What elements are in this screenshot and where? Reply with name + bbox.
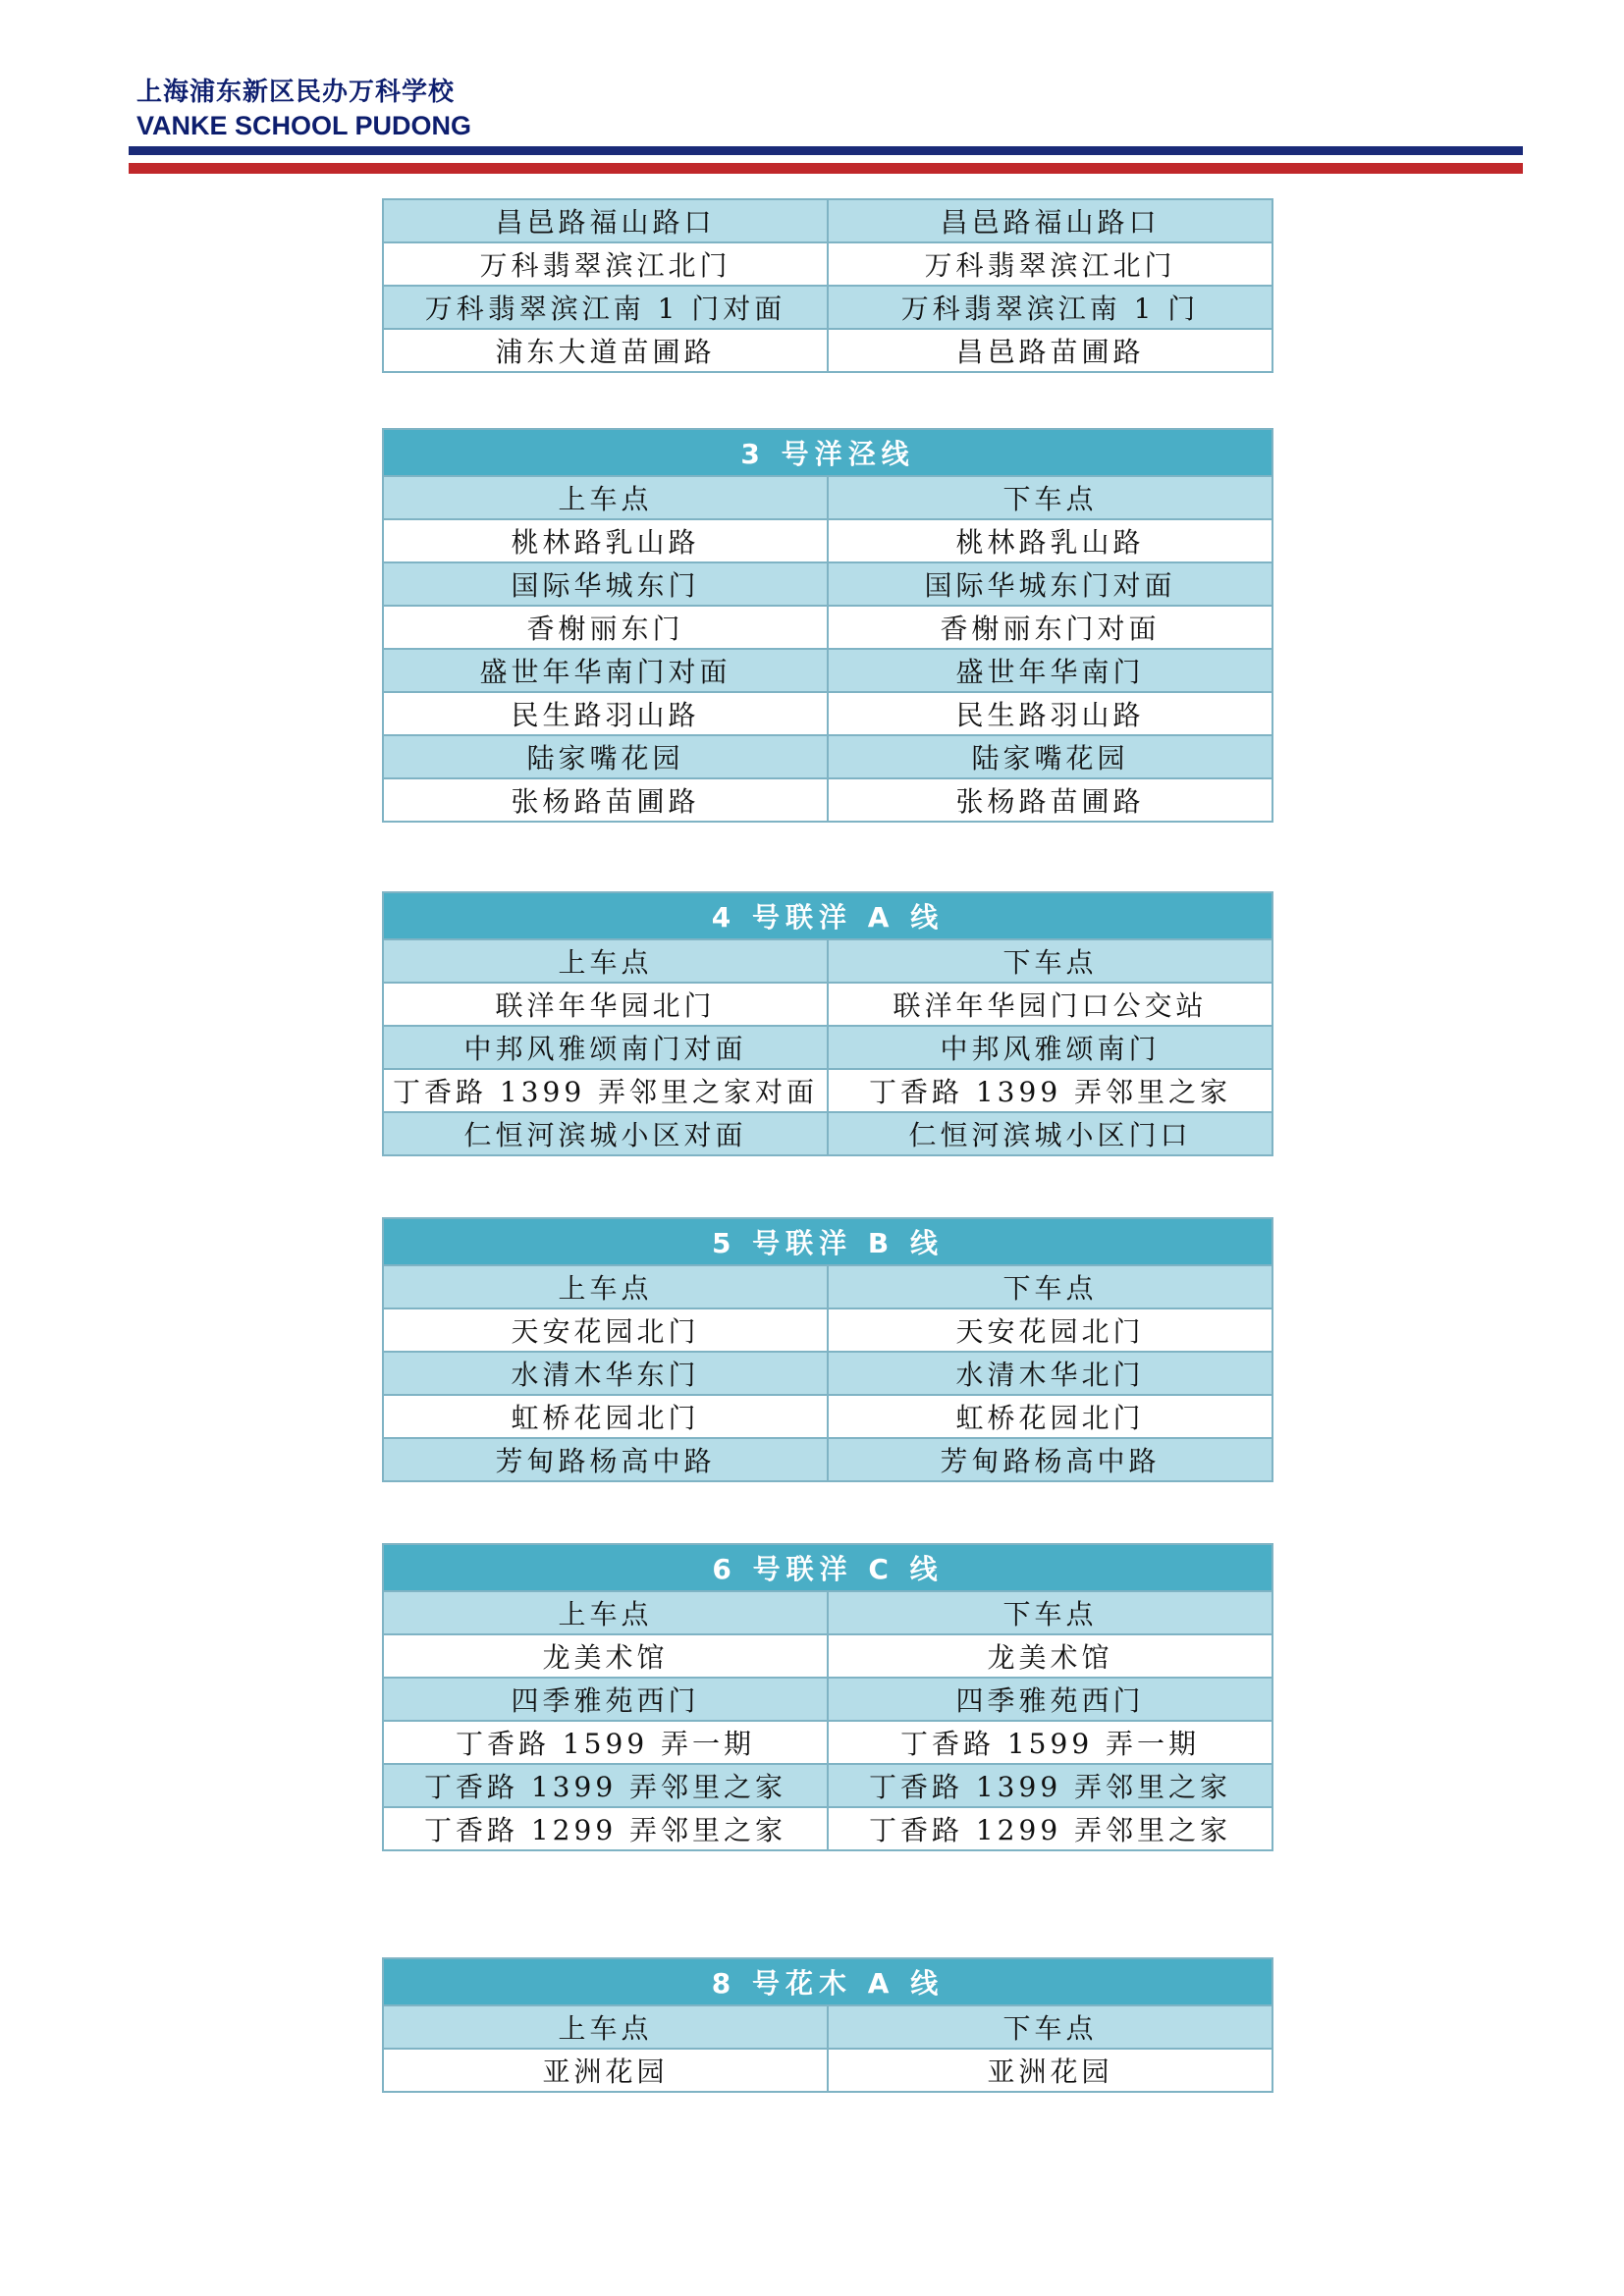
table-row xyxy=(383,1764,1272,1807)
alighting-stop: 丁香路 1299 弄邻里之家 xyxy=(828,1807,1272,1850)
route-title: 3 号洋泾线 xyxy=(383,429,1272,476)
school-name-en: VANKE SCHOOL PUDONG xyxy=(136,111,472,140)
table-row xyxy=(383,1721,1272,1764)
alighting-stop: 中邦风雅颂南门 xyxy=(828,1026,1272,1069)
boarding-stop: 虹桥花园北门 xyxy=(383,1395,828,1438)
boarding-stop: 仁恒河滨城小区对面 xyxy=(383,1112,828,1155)
alighting-stop: 天安花园北门 xyxy=(828,1308,1272,1352)
table-row xyxy=(383,1634,1272,1678)
boarding-stop: 香榭丽东门 xyxy=(383,606,828,649)
route-title: 6 号联洋 C 线 xyxy=(383,1544,1272,1591)
boarding-stop: 四季雅苑西门 xyxy=(383,1678,828,1721)
route-title: 8 号花木 A 线 xyxy=(383,1958,1272,2005)
boarding-stop: 国际华城东门 xyxy=(383,562,828,606)
alighting-stop: 国际华城东门对面 xyxy=(828,562,1272,606)
alighting-stop: 昌邑路苗圃路 xyxy=(828,329,1272,372)
route-table-5 xyxy=(382,1217,1273,1482)
boarding-stop: 水清木华东门 xyxy=(383,1352,828,1395)
boarding-stop: 丁香路 1599 弄一期 xyxy=(383,1721,828,1764)
alighting-stop: 万科翡翠滨江南 1 门 xyxy=(828,286,1272,329)
alighting-stop: 盛世年华南门 xyxy=(828,649,1272,692)
column-header-boarding: 上车点 xyxy=(383,1591,828,1634)
table-row xyxy=(383,735,1272,778)
column-header-alighting: 下车点 xyxy=(828,476,1272,519)
boarding-stop: 中邦风雅颂南门对面 xyxy=(383,1026,828,1069)
school-header xyxy=(136,77,471,141)
boarding-stop: 亚洲花园 xyxy=(383,2049,828,2092)
column-header-boarding: 上车点 xyxy=(383,939,828,983)
boarding-stop: 万科翡翠滨江北门 xyxy=(383,242,828,286)
column-header-alighting: 下车点 xyxy=(828,1591,1272,1634)
table-row xyxy=(383,329,1272,372)
alighting-stop: 亚洲花园 xyxy=(828,2049,1272,2092)
boarding-stop: 丁香路 1399 弄邻里之家 xyxy=(383,1764,828,1807)
table-row xyxy=(383,2049,1272,2092)
boarding-stop: 浦东大道苗圃路 xyxy=(383,329,828,372)
table-row xyxy=(383,242,1272,286)
alighting-stop: 陆家嘴花园 xyxy=(828,735,1272,778)
alighting-stop: 万科翡翠滨江北门 xyxy=(828,242,1272,286)
boarding-stop: 芳甸路杨高中路 xyxy=(383,1438,828,1481)
alighting-stop: 民生路羽山路 xyxy=(828,692,1272,735)
route-title: 4 号联洋 A 线 xyxy=(383,892,1272,939)
boarding-stop: 桃林路乳山路 xyxy=(383,519,828,562)
table-row xyxy=(383,1112,1272,1155)
header-rule-gap xyxy=(129,155,1523,159)
boarding-stop: 张杨路苗圃路 xyxy=(383,778,828,822)
route-table-3 xyxy=(382,428,1273,823)
table-row xyxy=(383,1807,1272,1850)
alighting-stop: 丁香路 1599 弄一期 xyxy=(828,1721,1272,1764)
boarding-stop: 天安花园北门 xyxy=(383,1308,828,1352)
header-rule-navy xyxy=(129,146,1523,155)
alighting-stop: 丁香路 1399 弄邻里之家 xyxy=(828,1069,1272,1112)
column-header-boarding: 上车点 xyxy=(383,2005,828,2049)
boarding-stop: 联洋年华园北门 xyxy=(383,983,828,1026)
column-header-boarding: 上车点 xyxy=(383,476,828,519)
boarding-stop: 龙美术馆 xyxy=(383,1634,828,1678)
table-row xyxy=(383,778,1272,822)
table-header-row xyxy=(383,2005,1272,2049)
table-row xyxy=(383,286,1272,329)
table-row xyxy=(383,1395,1272,1438)
table-row xyxy=(383,1308,1272,1352)
alighting-stop: 水清木华北门 xyxy=(828,1352,1272,1395)
boarding-stop: 昌邑路福山路口 xyxy=(383,199,828,242)
alighting-stop: 丁香路 1399 弄邻里之家 xyxy=(828,1764,1272,1807)
route-title: 5 号联洋 B 线 xyxy=(383,1218,1272,1265)
boarding-stop: 万科翡翠滨江南 1 门对面 xyxy=(383,286,828,329)
table-header-row xyxy=(383,1265,1272,1308)
table-header-row xyxy=(383,1591,1272,1634)
alighting-stop: 香榭丽东门对面 xyxy=(828,606,1272,649)
alighting-stop: 虹桥花园北门 xyxy=(828,1395,1272,1438)
alighting-stop: 四季雅苑西门 xyxy=(828,1678,1272,1721)
table-row xyxy=(383,606,1272,649)
route-table-continued xyxy=(382,198,1273,373)
boarding-stop: 民生路羽山路 xyxy=(383,692,828,735)
boarding-stop: 丁香路 1299 弄邻里之家 xyxy=(383,1807,828,1850)
header-rule-red xyxy=(129,163,1523,174)
alighting-stop: 芳甸路杨高中路 xyxy=(828,1438,1272,1481)
column-header-alighting: 下车点 xyxy=(828,2005,1272,2049)
table-row xyxy=(383,983,1272,1026)
route-table-8 xyxy=(382,1957,1273,2093)
table-row xyxy=(383,1438,1272,1481)
boarding-stop: 丁香路 1399 弄邻里之家对面 xyxy=(383,1069,828,1112)
table-row xyxy=(383,1069,1272,1112)
table-row xyxy=(383,1026,1272,1069)
alighting-stop: 仁恒河滨城小区门口 xyxy=(828,1112,1272,1155)
boarding-stop: 盛世年华南门对面 xyxy=(383,649,828,692)
table-row xyxy=(383,519,1272,562)
table-row xyxy=(383,692,1272,735)
column-header-alighting: 下车点 xyxy=(828,1265,1272,1308)
school-name-cn: 上海浦东新区民办万科学校 xyxy=(136,78,456,107)
route-table-6 xyxy=(382,1543,1273,1851)
boarding-stop: 陆家嘴花园 xyxy=(383,735,828,778)
table-row xyxy=(383,1352,1272,1395)
alighting-stop: 桃林路乳山路 xyxy=(828,519,1272,562)
alighting-stop: 联洋年华园门口公交站 xyxy=(828,983,1272,1026)
alighting-stop: 张杨路苗圃路 xyxy=(828,778,1272,822)
route-table-4 xyxy=(382,891,1273,1156)
alighting-stop: 龙美术馆 xyxy=(828,1634,1272,1678)
column-header-alighting: 下车点 xyxy=(828,939,1272,983)
column-header-boarding: 上车点 xyxy=(383,1265,828,1308)
table-header-row xyxy=(383,476,1272,519)
table-row xyxy=(383,562,1272,606)
table-header-row xyxy=(383,939,1272,983)
alighting-stop: 昌邑路福山路口 xyxy=(828,199,1272,242)
table-row xyxy=(383,649,1272,692)
table-row xyxy=(383,199,1272,242)
table-row xyxy=(383,1678,1272,1721)
